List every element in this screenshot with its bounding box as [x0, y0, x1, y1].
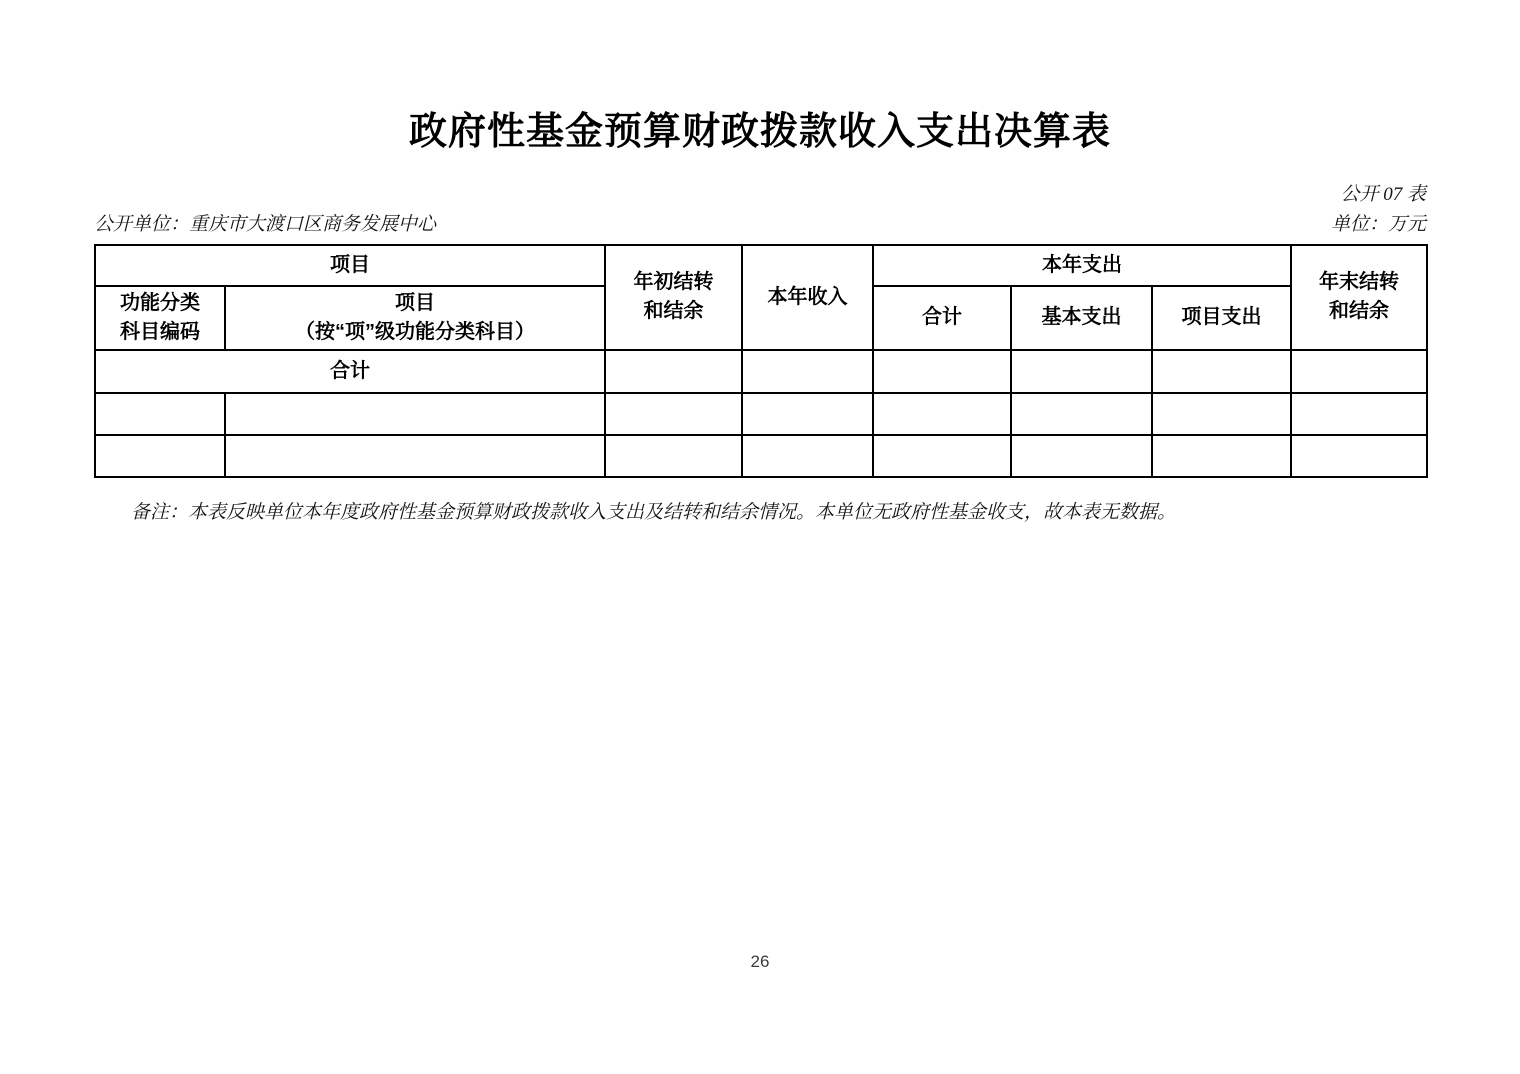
cell-end-balance: [1291, 435, 1427, 477]
header-item-detail-line1: 项目: [395, 291, 435, 314]
page-number: 26: [750, 952, 770, 971]
table-row-total: [95, 350, 1427, 393]
header-end-balance: [1291, 245, 1427, 350]
header-begin-balance: [605, 245, 742, 350]
header-year-expense-group: 本年支出: [873, 245, 1291, 286]
cell-expense-basic: [1011, 350, 1152, 393]
cell-expense-total: [873, 393, 1011, 435]
cell-expense-total: [873, 435, 1011, 477]
header-item-detail: [225, 286, 605, 350]
header-expense-basic: 基本支出: [1011, 286, 1152, 350]
document-page: [94, 0, 1426, 526]
cell-expense-project: [1152, 350, 1291, 393]
total-row-label: 合计: [95, 350, 605, 393]
page-title: 政府性基金预算财政拨款收入支出决算表: [408, 111, 1111, 153]
header-end-balance-line1: 年末结转: [1319, 271, 1399, 294]
cell-expense-total: [873, 350, 1011, 393]
header-expense-total: 合计: [873, 286, 1011, 350]
note-text: 备注：本表反映单位本年度政府性基金预算财政拨款收入支出及结转和结余情况。本单位无政府性基金收支，故本表无数据。: [131, 501, 1177, 523]
cell-year-income: [742, 393, 873, 435]
cell-item: [225, 435, 605, 477]
cell-expense-project: [1152, 393, 1291, 435]
budget-table: [94, 244, 1428, 478]
header-begin-balance-line2: 和结余: [643, 300, 704, 323]
cell-func-code: [95, 435, 225, 477]
cell-end-balance: [1291, 350, 1427, 393]
cell-begin-balance: [605, 435, 742, 477]
header-item-detail-line2: （按“项”级功能分类科目）: [295, 320, 535, 343]
cell-expense-basic: [1011, 393, 1152, 435]
cell-expense-basic: [1011, 435, 1152, 477]
cell-year-income: [742, 350, 873, 393]
cell-begin-balance: [605, 393, 742, 435]
unit-label: 单位：万元: [1330, 214, 1426, 236]
cell-expense-project: [1152, 435, 1291, 477]
header-item-group: 项目: [95, 245, 605, 286]
cell-end-balance: [1291, 393, 1427, 435]
cell-year-income: [742, 435, 873, 477]
table-row: [95, 435, 1427, 477]
header-begin-balance-line1: 年初结转: [633, 271, 714, 294]
header-func-code-line1: 功能分类: [120, 291, 200, 314]
header-year-income: 本年收入: [742, 245, 873, 350]
table-code: 公开 07 表: [1340, 184, 1426, 206]
meta-row: [94, 214, 1426, 237]
header-func-code-line2: 科目编码: [120, 320, 200, 343]
cell-func-code: [95, 393, 225, 435]
cell-begin-balance: [605, 350, 742, 393]
header-func-code: [95, 286, 225, 350]
publisher-label: 公开单位：重庆市大渡口区商务发展中心: [94, 214, 437, 236]
cell-item: [225, 393, 605, 435]
header-end-balance-line2: 和结余: [1329, 300, 1389, 323]
header-expense-project: 项目支出: [1152, 286, 1291, 350]
table-row: [95, 393, 1427, 435]
